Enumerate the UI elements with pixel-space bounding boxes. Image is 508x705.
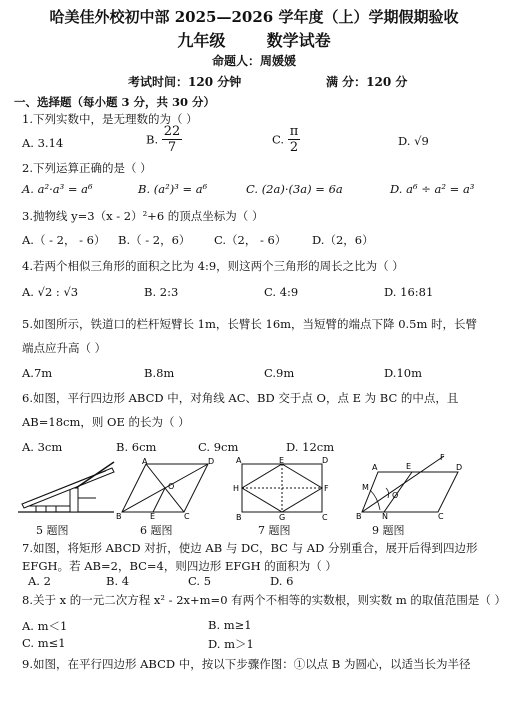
q7-option-c: C. 5: [188, 574, 212, 588]
q4-option-d: D. 16:81: [384, 285, 434, 299]
q5-option-b: B.8m: [144, 366, 175, 380]
q1-option-b: [146, 124, 182, 155]
q6-stem-line1: 6.如图，平行四边形 ABCD 中，对角线 AC、BD 交于点 O，点 E 为 BC 的中点，且: [22, 391, 459, 405]
q1-c-denominator: 2: [289, 140, 299, 155]
q8-option-c: C. m≤1: [22, 636, 66, 650]
full-score: 满 分：120 分: [326, 75, 408, 89]
fig6-label-o: O: [168, 482, 175, 491]
subject-label: 数学试卷: [266, 31, 331, 50]
q6-option-c: C. 9cm: [198, 440, 239, 454]
fig6-label-e: E: [150, 512, 156, 520]
q4-option-b: B. 2:3: [144, 285, 179, 299]
q5-option-d: D.10m: [384, 366, 423, 380]
fig7-label-c: C: [322, 513, 328, 520]
figure-6-caption: 6 题图: [140, 524, 173, 537]
fig9-label-f: F: [440, 453, 445, 462]
fig6-label-a: A: [142, 457, 148, 466]
fig9-label-d: D: [456, 463, 463, 472]
grade-label: 九年级: [177, 31, 226, 50]
q5-stem-line2: 端点应升高（ ）: [22, 341, 107, 355]
fig9-label-b: B: [356, 512, 362, 520]
q1-option-a: A. 3.14: [22, 136, 64, 150]
q1-b-numerator: 22: [163, 124, 181, 139]
q7-option-a: A. 2: [28, 574, 51, 588]
q6-stem-line2: AB=18cm，则 OE 的长为（ ）: [22, 415, 190, 429]
q2-option-a: A. a²·a³ = a⁶: [22, 182, 93, 196]
fig7-label-f: F: [324, 484, 329, 493]
q8-option-d: D. m＞1: [208, 637, 254, 651]
q9-stem: 9.如图，在平行四边形 ABCD 中，按以下步骤作图：①以点 B 为圆心，以适当长为半径: [22, 657, 471, 671]
q2-stem: 2.下列运算正确的是（ ）: [22, 161, 152, 175]
figure-9-caption: 9 题图: [372, 524, 405, 537]
section-title: 一、选择题（每小题 3 分，共 30 分）: [14, 95, 216, 109]
q1-option-c: [272, 124, 300, 155]
fig7-label-b: B: [236, 513, 242, 520]
q6-option-d: D. 12cm: [286, 440, 335, 454]
q6-option-b: B. 6cm: [116, 440, 157, 454]
q7-option-d: D. 6: [270, 574, 294, 588]
q5-option-a: A.7m: [22, 366, 53, 380]
q1-option-d: D. √9: [398, 134, 429, 148]
q3-option-c: C.（2， - 6）: [214, 233, 287, 247]
figure-9-construction: [356, 452, 464, 520]
fig9-label-e: E: [406, 462, 412, 471]
fig7-label-d: D: [322, 456, 329, 465]
q8-option-b: B. m≥1: [208, 618, 252, 632]
exam-subtitle: [0, 28, 508, 51]
q1-option-b-prefix: B.: [146, 132, 159, 147]
fig7-label-g: G: [279, 513, 286, 520]
q7-stem-line2: EFGH。若 AB=2，BC=4，则四边形 EFGH 的面积为（ ）: [22, 559, 337, 573]
q1-b-denominator: 7: [167, 140, 177, 155]
fig6-label-c: C: [184, 512, 190, 520]
q6-option-a: A. 3cm: [22, 440, 63, 454]
q4-stem: 4.若两个相似三角形的面积之比为 4:9，则这两个三角形的周长之比为（ ）: [22, 259, 404, 273]
q1-c-numerator: π: [289, 124, 299, 139]
q2-option-c: C. (2a)·(3a) = 6a: [246, 182, 343, 196]
q8-stem: 8.关于 x 的一元二次方程 x² - 2x+m=0 有两个不相等的实数根，则实数 m 的取值范围是（ ）: [22, 593, 507, 607]
figure-7-caption: 7 题图: [258, 524, 291, 537]
q2-option-b: B. (a²)³ = a⁶: [138, 182, 208, 196]
q3-option-b: B.（ - 2，6）: [118, 233, 191, 247]
fig9-label-o: O: [392, 491, 399, 500]
q7-option-b: B. 4: [106, 574, 130, 588]
author-line: 命题人：周媛媛: [211, 54, 296, 68]
fig6-label-b: B: [116, 512, 122, 520]
q3-stem: 3.抛物线 y=3（x - 2）²+6 的顶点坐标为（ ）: [22, 209, 264, 223]
q5-stem-line1: 5.如图所示，铁道口的栏杆短臂长 1m，长臂长 16m，当短臂的端点下降 0.5m 时，长臂: [22, 317, 478, 331]
q1-stem: 1.下列实数中，是无理数的为（ ）: [22, 112, 198, 126]
fig9-label-n: N: [382, 512, 388, 520]
fig9-label-c: C: [438, 512, 444, 520]
figure-5-barrier: [16, 458, 118, 518]
q4-option-a: A. √2 : √3: [22, 285, 79, 299]
fig7-label-a: A: [236, 456, 242, 465]
q3-option-d: D.（2，6）: [312, 233, 374, 247]
fig7-label-e: E: [279, 456, 285, 465]
q1-option-c-prefix: C.: [272, 132, 285, 147]
q7-stem-line1: 7.如图，将矩形 ABCD 对折，使边 AB 与 DC，BC 与 AD 分别重合，展开后得到四边形: [22, 541, 478, 555]
fig6-label-d: D: [208, 457, 215, 466]
q2-option-d: D. a⁶ ÷ a² = a³: [390, 182, 475, 196]
fig9-label-m: M: [362, 483, 369, 492]
fig9-label-a: A: [372, 463, 378, 472]
q4-option-c: C. 4:9: [264, 285, 299, 299]
fig7-label-h: H: [233, 484, 240, 493]
exam-time: 考试时间：120 分钟: [128, 75, 242, 89]
figure-6-parallelogram: [116, 456, 216, 520]
exam-title: 哈美佳外校初中部 2025—2026 学年度（上）学期假期验收: [49, 8, 459, 26]
q3-option-a: A.（ - 2， - 6）: [22, 233, 106, 247]
figure-7-rectangle: [232, 456, 332, 520]
q8-option-a: A. m＜1: [22, 619, 68, 633]
figure-5-caption: 5 题图: [36, 524, 69, 537]
q5-option-c: C.9m: [264, 366, 295, 380]
